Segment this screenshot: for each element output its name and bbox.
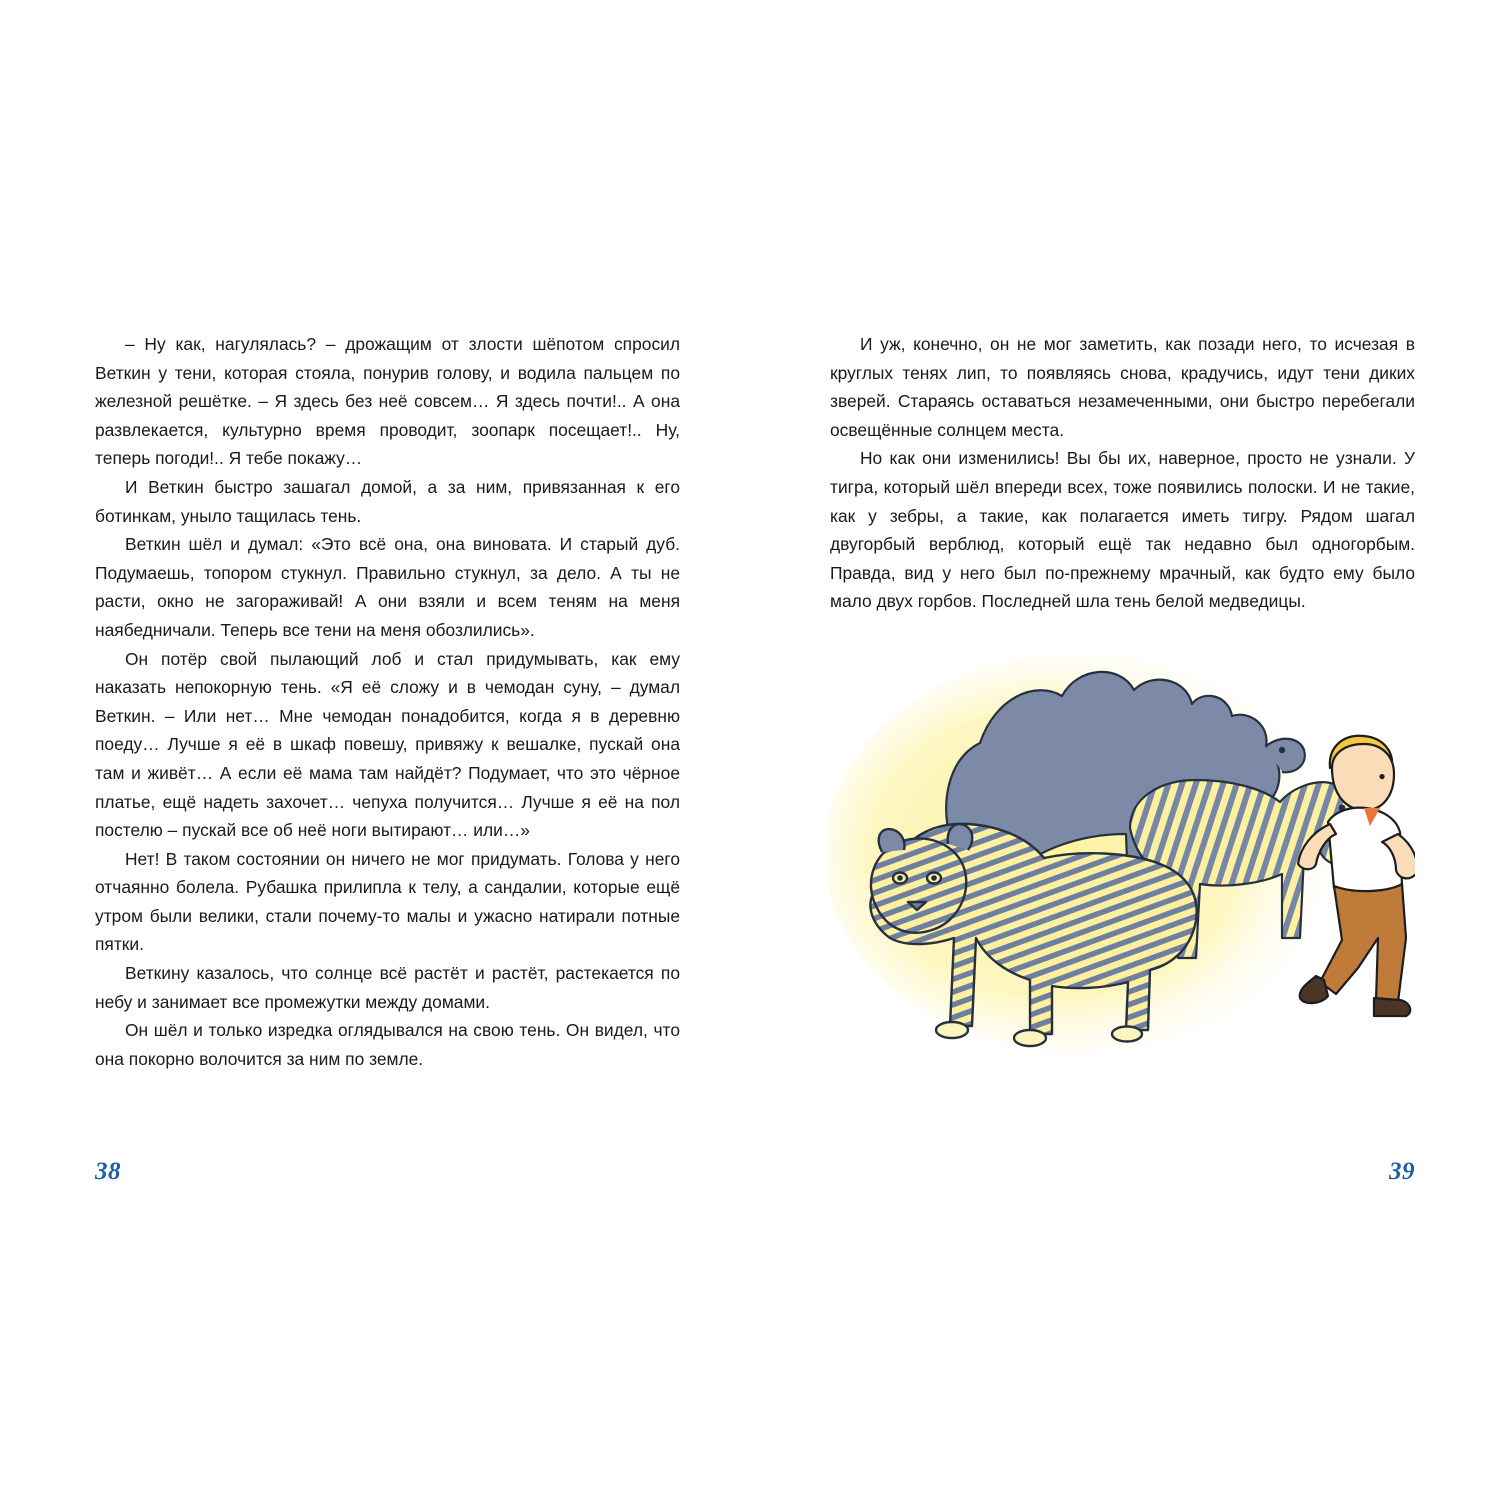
paragraph: Веткин шёл и думал: «Это всё она, она виновата. И старый дуб. Подумаешь, топором стукнул. Правильно стукнул, за дело. А ты не расти, окно не загораживай! А они взяли и всем теням на меня наябедничали. Теперь все тени на меня обозлились». bbox=[95, 534, 680, 640]
right-page bbox=[830, 330, 1415, 1185]
paragraph: Веткину казалось, что солнце всё растёт и растёт, растекается по небу и занимает все промежутки между домами. bbox=[95, 963, 680, 1012]
page-number-right: 39 bbox=[1389, 1158, 1415, 1185]
paragraph: И уж, конечно, он не мог заметить, как позади него, то исчезая в круглых тенях лип, то появляясь снова, крадучись, идут тени диких зверей. Стараясь оставаться незамеченными, они быстро перебегали освещённые солнцем места. bbox=[830, 334, 1415, 440]
paragraph: – Ну как, нагулялась? – дрожащим от злости шёпотом спросил Веткин у тени, которая стояла, понурив голову, и водила пальцем по железной решётке. – Я здесь без неё совсем… Я здесь почти!.. А она развлекается, культурно время проводит, зоопарк посещает!.. Ну, теперь погоди!.. Я тебе покажу… bbox=[95, 334, 680, 469]
paragraph: Он потёр свой пылающий лоб и стал придумывать, как ему наказать непокорную тень. «Я её сложу и в чемодан суну, – думал Веткин. – Или нет… Мне чемодан понадобится, когда я в деревню поеду… Лучше я её в шкаф повешу, привяжу к вешалке, пускай она там и живёт… А если её мама там найдёт? Подумает, что это чёрное платье, ещё надеть захочет… чепуха получится… Лучше я её на пол постелю – пускай все об неё ноги вытирают… или…» bbox=[95, 648, 680, 841]
illustration-svg bbox=[830, 638, 1415, 1068]
illustration-striped-shadow-animals bbox=[830, 638, 1415, 1068]
paragraph: Нет! В таком состоянии он ничего не мог придумать. Голова у него отчаянно болела. Рубашка прилипла к телу, а сандалии, которые ещё утром были велики, стали почему-то малы и ужасно натирали потные пятки. bbox=[95, 848, 680, 955]
paragraph: Но как они изменились! Вы бы их, наверное, просто не узнали. У тигра, который шёл впереди всех, тоже появились полоски. И не такие, как у зебры, а такие, как полагается иметь тигру. Рядом шагал двугорбый верблюд, который ещё так недавно был одногорбым. Правда, вид у него был по-прежнему мрачный, как будто ему было мало двух горбов. Последней шла тень белой медведицы. bbox=[830, 448, 1415, 612]
boy-shoe-back bbox=[1300, 976, 1328, 1003]
left-page-text-column bbox=[95, 330, 680, 1073]
page-number-left: 38 bbox=[95, 1158, 121, 1185]
boy-shoe-front bbox=[1374, 998, 1410, 1016]
boy-trousers bbox=[1320, 884, 1406, 1002]
paragraph: И Веткин быстро зашагал домой, а за ним, привязанная к его ботинкам, уныло тащилась тень. bbox=[95, 476, 680, 526]
boy-head bbox=[1332, 744, 1394, 810]
left-page bbox=[95, 330, 680, 1185]
paragraph: Он шёл и только изредка оглядывался на свою тень. Он видел, что она покорно волочится за ним по земле. bbox=[95, 1020, 680, 1069]
right-page-text-column bbox=[830, 330, 1415, 616]
